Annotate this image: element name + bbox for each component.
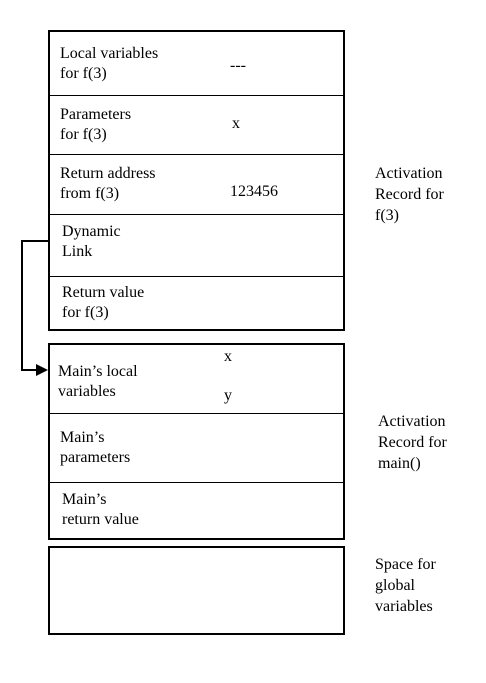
f3-local-variables-value: ---: [230, 57, 246, 74]
f3-local-variables-label: Local variables for f(3): [60, 45, 159, 82]
main-local-x-value: x: [224, 348, 232, 365]
f3-return-address-value: 123456: [230, 183, 278, 200]
f3-return-address-label: Return address from f(3): [60, 165, 156, 202]
main-local-variables-label: Main’s local variables: [58, 363, 138, 400]
dynamic-link-line: [22, 241, 48, 370]
main-record-caption: Activation Record for main(): [378, 413, 447, 472]
f3-parameters-value: x: [232, 115, 240, 132]
f3-dynamic-link-label: Dynamic Link: [62, 223, 121, 260]
f3-return-value-label: Return value for f(3): [62, 284, 145, 321]
global-variables-caption: Space for global variables: [375, 556, 436, 615]
main-parameters-label: Main’s parameters: [60, 429, 131, 466]
f3-parameters-label: Parameters for f(3): [60, 106, 132, 143]
main-local-y-value: y: [224, 387, 232, 404]
main-return-value-label: Main’s return value: [62, 491, 139, 528]
f3-record-caption: Activation Record for f(3): [375, 165, 444, 224]
dynamic-link-arrowhead: [36, 364, 48, 376]
